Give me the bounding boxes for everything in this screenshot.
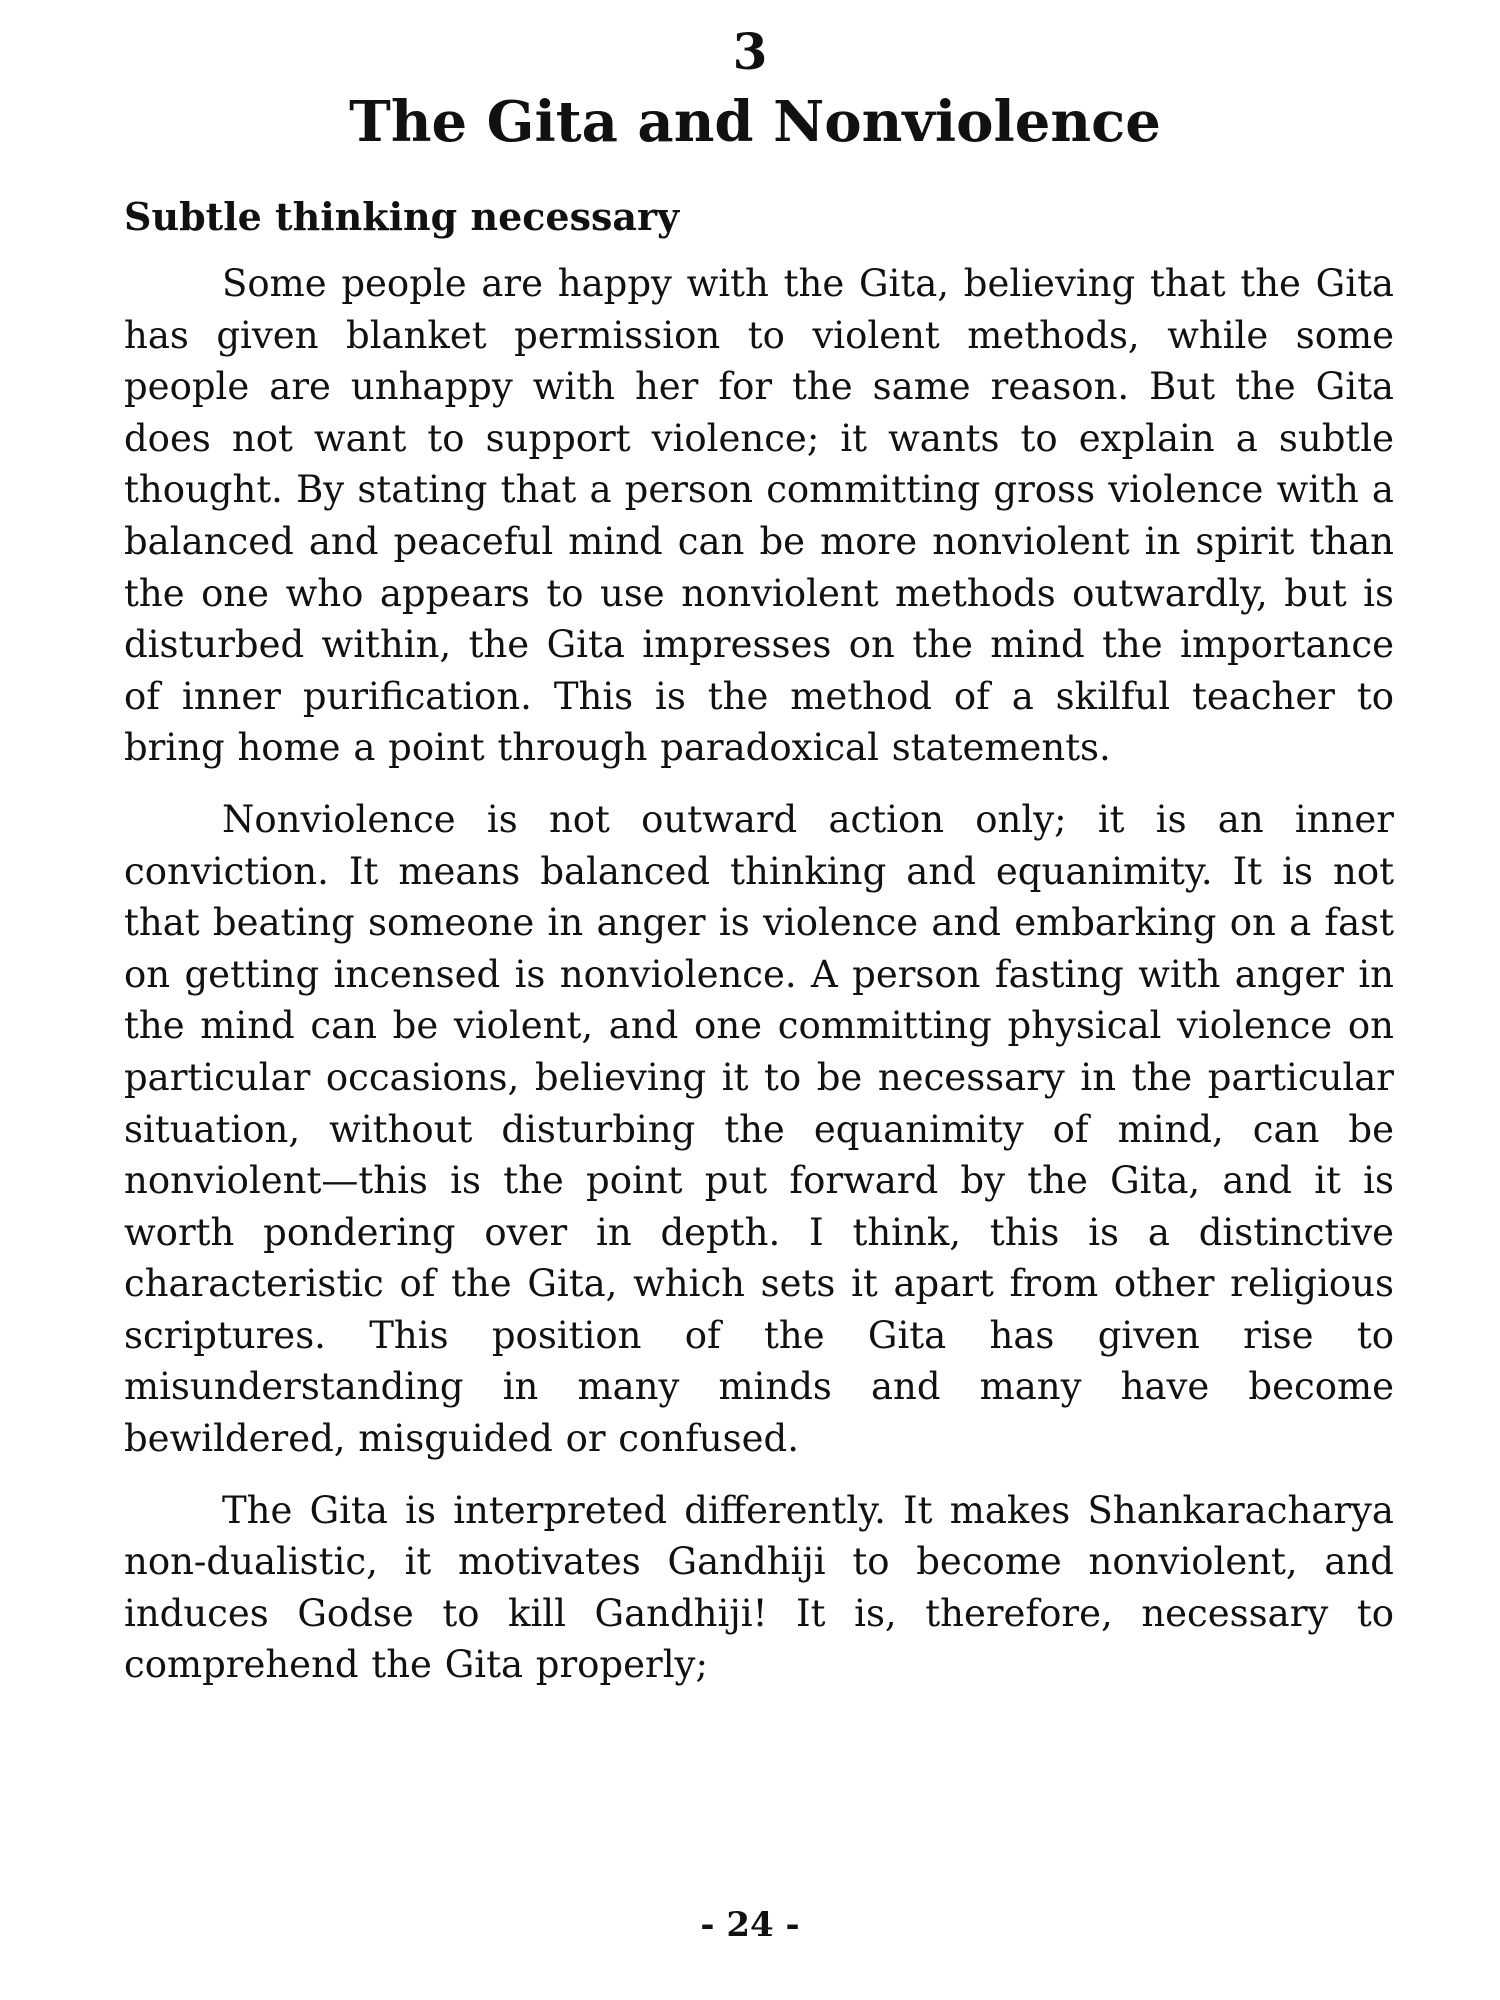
body-text [124, 258, 1394, 1711]
chapter-title: The Gita and Nonviolence [349, 89, 1161, 155]
paragraph-1: Some people are happy with the Gita, believing that the Gita has given blanket permission to violent methods, while some people are unhappy with her for the same reason. But the Gita does not want to support violence; it wants to explain a subtle thought. By stating that a person committing gross violence with a balanced and peaceful mind can be more nonviolent in spirit than the one who appears to use nonviolent methods outwardly, but is disturbed within, the Gita impresses on the mind the importance of inner purification. This is the method of a skilful teacher to bring home a point through paradoxical statements. [124, 262, 1394, 770]
paragraph-2: Nonviolence is not outward action only; it is an inner conviction. It means balanced thinking and equanimity. It is not that beating someone in anger is violence and embarking on a fast on getting incensed is nonviolence. A person fasting with anger in the mind can be violent, and one committing physical violence on particular occasions, believing it to be necessary in the particular situation, without disturbing the equanimity of mind, can be nonviolent—this is the point put forward by the Gita, and it is worth pondering over in depth. I think, this is a distinctive characteristic of the Gita, which sets it apart from other religious scriptures. This position of the Gita has given rise to misunderstanding in many minds and many have become bewildered, misguided or confused. [124, 797, 1394, 1461]
paragraph-3: The Gita is interpreted differently. It makes Shankaracharya non-dualistic, it motivates Gandhiji to become nonviolent, and induces Godse to kill Gandhiji! It is, therefore, necessary to comprehend the Gita properly; [124, 1488, 1394, 1687]
chapter-number: 3 [732, 22, 768, 81]
page-number: - 24 - [700, 1905, 800, 1945]
section-heading: Subtle thinking necessary [124, 194, 680, 239]
